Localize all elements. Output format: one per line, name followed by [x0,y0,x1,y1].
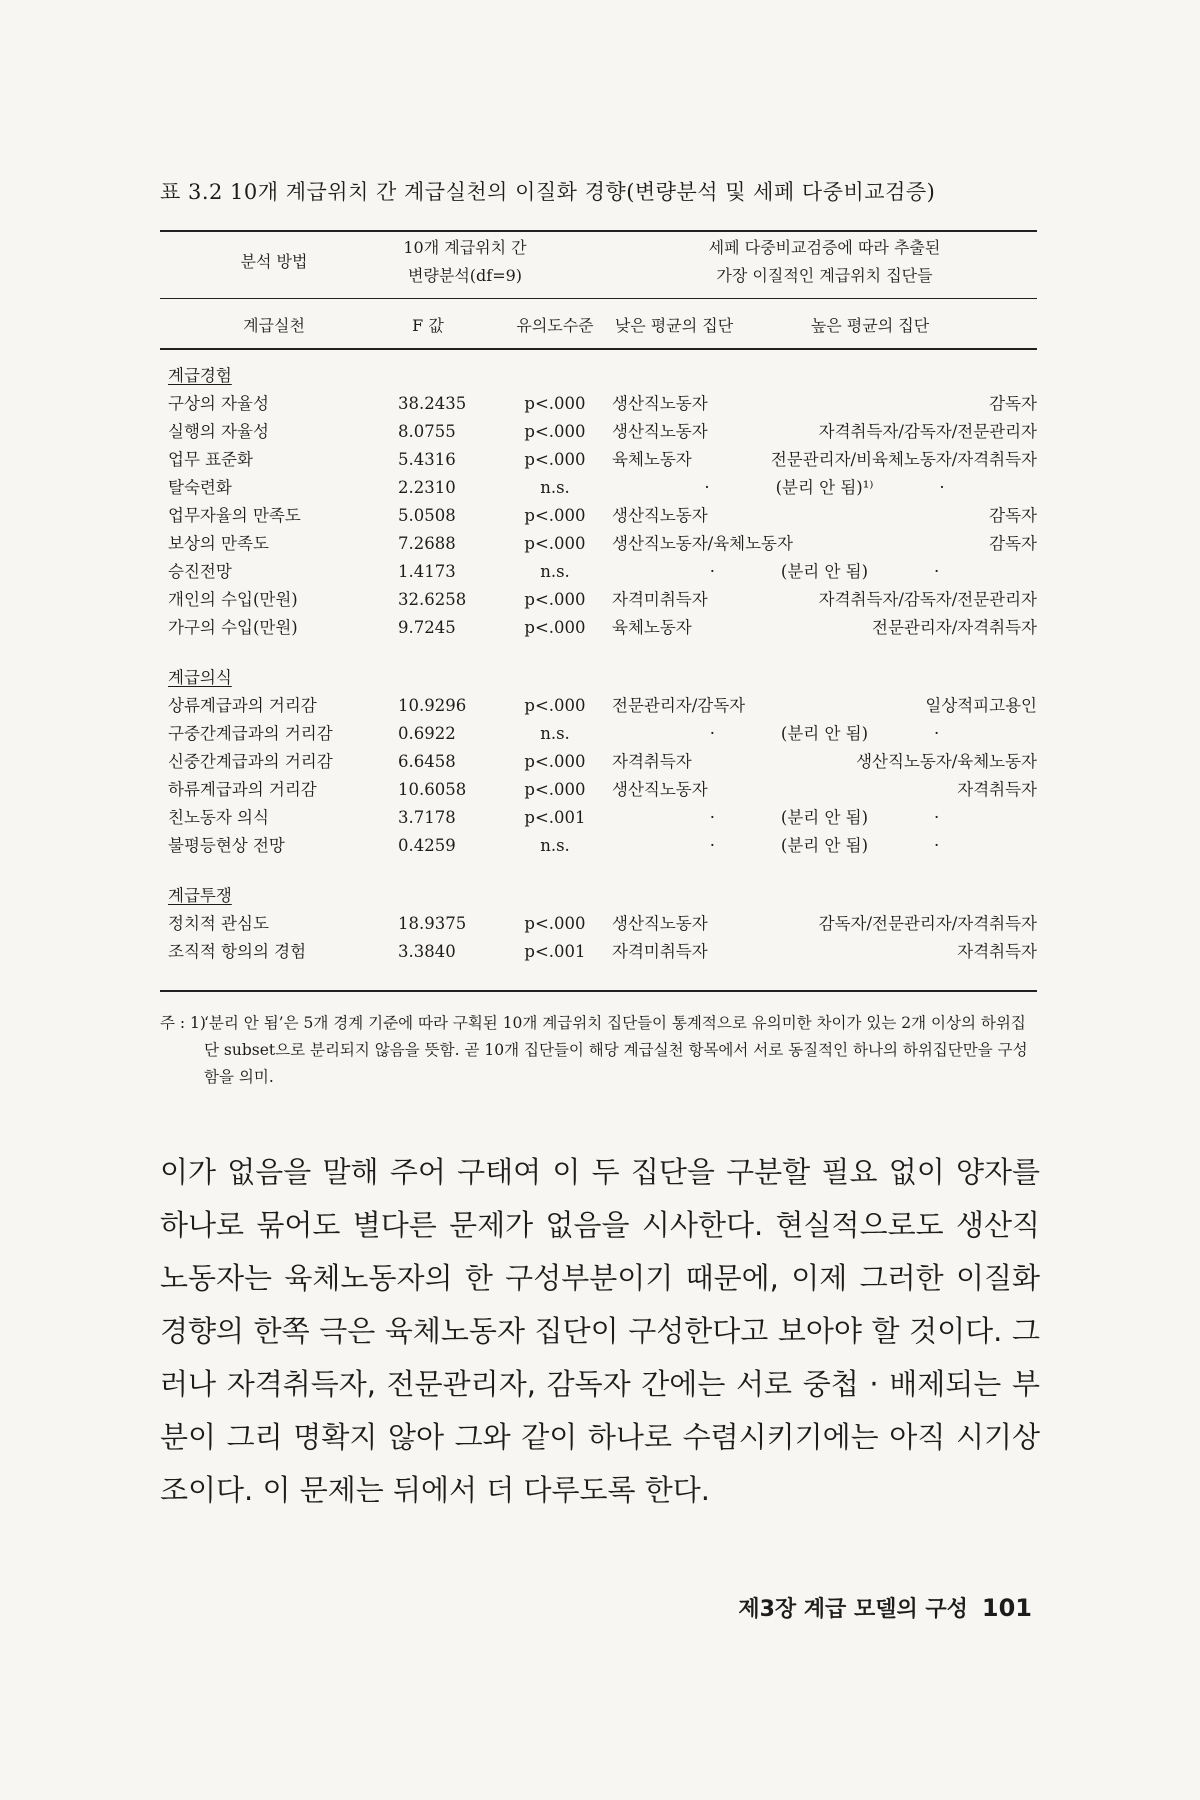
high-group-cell: 자격취득자/감독자/전문관리자 [818,422,1037,441]
practice-cell: 신중간계급과의 거리감 [168,752,333,771]
table-row [160,586,1037,614]
table-header-divider [160,298,1037,299]
table-top-rule [160,230,1037,232]
table-row [160,614,1037,642]
high-group-cell: 자격취득자/감독자/전문관리자 [818,590,1037,609]
significance-cell: p<.000 [524,618,586,637]
not-separated-cell: · (분리 안 됨)¹⁾ · [704,478,945,497]
significance-cell: n.s. [540,836,570,855]
low-group-cell: 전문관리자/감독자 [612,696,746,715]
low-group-cell: 자격취득자 [612,752,692,771]
col-high-header: 높은 평균의 집단 [810,316,930,335]
practice-cell: 구중간계급과의 거리감 [168,724,333,743]
low-group-cell: 자격미취득자 [612,590,708,609]
f-value-cell: 9.7245 [398,618,456,637]
table-row [160,502,1037,530]
practice-cell: 가구의 수입(만원) [168,618,298,637]
high-group-cell: 감독자 [989,534,1037,553]
scheffe-label-line2: 가장 이질적인 계급위치 집단들 [716,266,933,285]
practice-cell: 친노동자 의식 [168,808,269,827]
f-value-cell: 1.4173 [398,562,456,581]
high-group-cell: 일상적피고용인 [925,696,1037,715]
significance-cell: p<.000 [524,590,586,609]
not-separated-cell: · (분리 안 됨) · [709,808,940,827]
practice-cell: 정치적 관심도 [168,914,269,933]
page-number: 101 [981,1594,1032,1622]
practice-cell: 보상의 만족도 [168,534,269,553]
f-value-cell: 18.9375 [398,914,467,933]
table-row [160,832,1037,860]
anova-label-line1: 10개 계급위치 간 [403,238,527,257]
practice-cell: 실행의 자율성 [168,422,269,441]
section-title-row [160,664,1037,692]
f-value-cell: 3.7178 [398,808,456,827]
high-group-cell: 감독자 [989,394,1037,413]
f-value-cell: 0.6922 [398,724,456,743]
not-separated-cell: · (분리 안 됨) · [709,562,940,581]
f-value-cell: 10.9296 [398,696,467,715]
section-title: 계급투쟁 [168,886,232,905]
significance-cell: p<.000 [524,780,586,799]
table-column-header-rule [160,348,1037,350]
significance-cell: p<.000 [524,506,586,525]
significance-cell: p<.000 [524,914,586,933]
significance-cell: n.s. [540,478,570,497]
table-row [160,390,1037,418]
practice-cell: 상류계급과의 거리감 [168,696,317,715]
not-separated-cell: · (분리 안 됨) · [709,724,940,743]
f-value-cell: 2.2310 [398,478,456,497]
table-row [160,530,1037,558]
not-separated-cell: · (분리 안 됨) · [709,836,940,855]
f-value-cell: 5.0508 [398,506,456,525]
significance-cell: n.s. [540,724,570,743]
low-group-cell: 생산직노동자/육체노동자 [612,534,793,553]
col-sig-header: 유의도수준 [516,316,594,335]
practice-cell: 불평등현상 전망 [168,836,285,855]
table-row [160,910,1037,938]
low-group-cell: 생산직노동자 [612,914,708,933]
significance-cell: p<.000 [524,450,586,469]
high-group-cell: 자격취득자 [957,942,1037,961]
f-value-cell: 38.2435 [398,394,467,413]
section-title: 계급의식 [168,668,232,687]
significance-cell: p<.000 [524,422,586,441]
low-group-cell: 생산직노동자 [612,422,708,441]
table-row [160,748,1037,776]
table-row [160,938,1037,966]
table-row [160,776,1037,804]
f-value-cell: 6.6458 [398,752,456,771]
f-value-cell: 7.2688 [398,534,456,553]
scheffe-label-line1: 세페 다중비교검증에 따라 추출된 [708,238,941,257]
table-bottom-rule [160,990,1037,992]
high-group-cell: 감독자/전문관리자/자격취득자 [818,914,1037,933]
high-group-cell: 전문관리자/자격취득자 [872,618,1037,637]
anova-label-line2: 변량분석(df=9) [407,266,523,285]
table-caption: 표 3.2 10개 계급위치 간 계급실천의 이질화 경향(변량분석 및 세페 다중비교검증) [160,180,936,204]
high-group-cell: 생산직노동자/육체노동자 [856,752,1037,771]
f-value-cell: 5.4316 [398,450,456,469]
practice-cell: 조직적 항의의 경험 [168,942,307,961]
significance-cell: n.s. [540,562,570,581]
low-group-cell: 육체노동자 [612,618,692,637]
practice-cell: 개인의 수입(만원) [168,590,298,609]
practice-cell: 구상의 자율성 [168,394,269,413]
significance-cell: p<.000 [524,394,586,413]
significance-cell: p<.000 [524,696,586,715]
table-row [160,692,1037,720]
section-title-row [160,362,1037,390]
section-title: 계급경험 [168,366,232,385]
table-row [160,720,1037,748]
significance-cell: p<.000 [524,534,586,553]
chapter-title: 제3장 계급 모델의 구성 [738,1597,968,1622]
high-group-cell: 전문관리자/비육체노동자/자격취득자 [770,450,1037,469]
f-value-cell: 0.4259 [398,836,456,855]
low-group-cell: 생산직노동자 [612,394,708,413]
f-value-cell: 8.0755 [398,422,456,441]
col-f-header: F 값 [412,316,444,335]
low-group-cell: 생산직노동자 [612,780,708,799]
table-row [160,558,1037,586]
section-title-row [160,882,1037,910]
f-value-cell: 10.6058 [398,780,467,799]
low-group-cell: 자격미취득자 [612,942,708,961]
f-value-cell: 32.6258 [398,590,467,609]
table-row [160,804,1037,832]
table-footnote [160,1010,1040,1091]
table-row [160,474,1037,502]
col-practice-header: 계급실천 [243,316,305,335]
footnote-text: ‘분리 안 됨’은 5개 경계 기준에 따라 구획된 10개 계급위치 집단들이 통계적으로 유의미한 차이가 있는 2개 이상의 하위집단 subset으로 분리되지 않음을 뜻함. 곧 10개 집단들이 해당 계급실천 항목에서 서로 동질적인 하나의 하위집단만을 구성함을 의미. [204,1014,1028,1086]
page-footer [738,1592,1032,1623]
method-label: 분석 방법 [240,252,308,271]
low-group-cell: 생산직노동자 [612,506,708,525]
high-group-cell: 자격취득자 [957,780,1037,799]
col-low-header: 낮은 평균의 집단 [614,316,734,335]
significance-cell: p<.001 [524,808,586,827]
practice-cell: 탈숙련화 [168,478,232,497]
practice-cell: 승진전망 [168,562,232,581]
footnote-label: 주 : 1) [160,1014,206,1032]
f-value-cell: 3.3840 [398,942,456,961]
body-paragraph: 이가 없음을 말해 주어 구태여 이 두 집단을 구분할 필요 없이 양자를 하나로 묶어도 별다른 문제가 없음을 시사한다. 현실적으로도 생산직 노동자는 육체노동자의 한 구성부분이기 때문에, 이제 그러한 이질화 경향의 한쪽 극은 육체노동자 집단이 구성한다고 보아야 할 것이다. 그러나 자격취득자, 전문관리자, 감독자 간에는 서로 중첩 · 배제되는 부분이 그리 명확지 않아 그와 같이 하나로 수렴시키기에는 아직 시기상조이다. 이 문제는 뒤에서 더 다루도록 한다. [160,1155,1040,1507]
low-group-cell: 육체노동자 [612,450,692,469]
high-group-cell: 감독자 [989,506,1037,525]
significance-cell: p<.001 [524,942,586,961]
table-row [160,418,1037,446]
significance-cell: p<.000 [524,752,586,771]
practice-cell: 업무 표준화 [168,450,253,469]
practice-cell: 하류계급과의 거리감 [168,780,317,799]
table-row [160,446,1037,474]
practice-cell: 업무자율의 만족도 [168,506,301,525]
